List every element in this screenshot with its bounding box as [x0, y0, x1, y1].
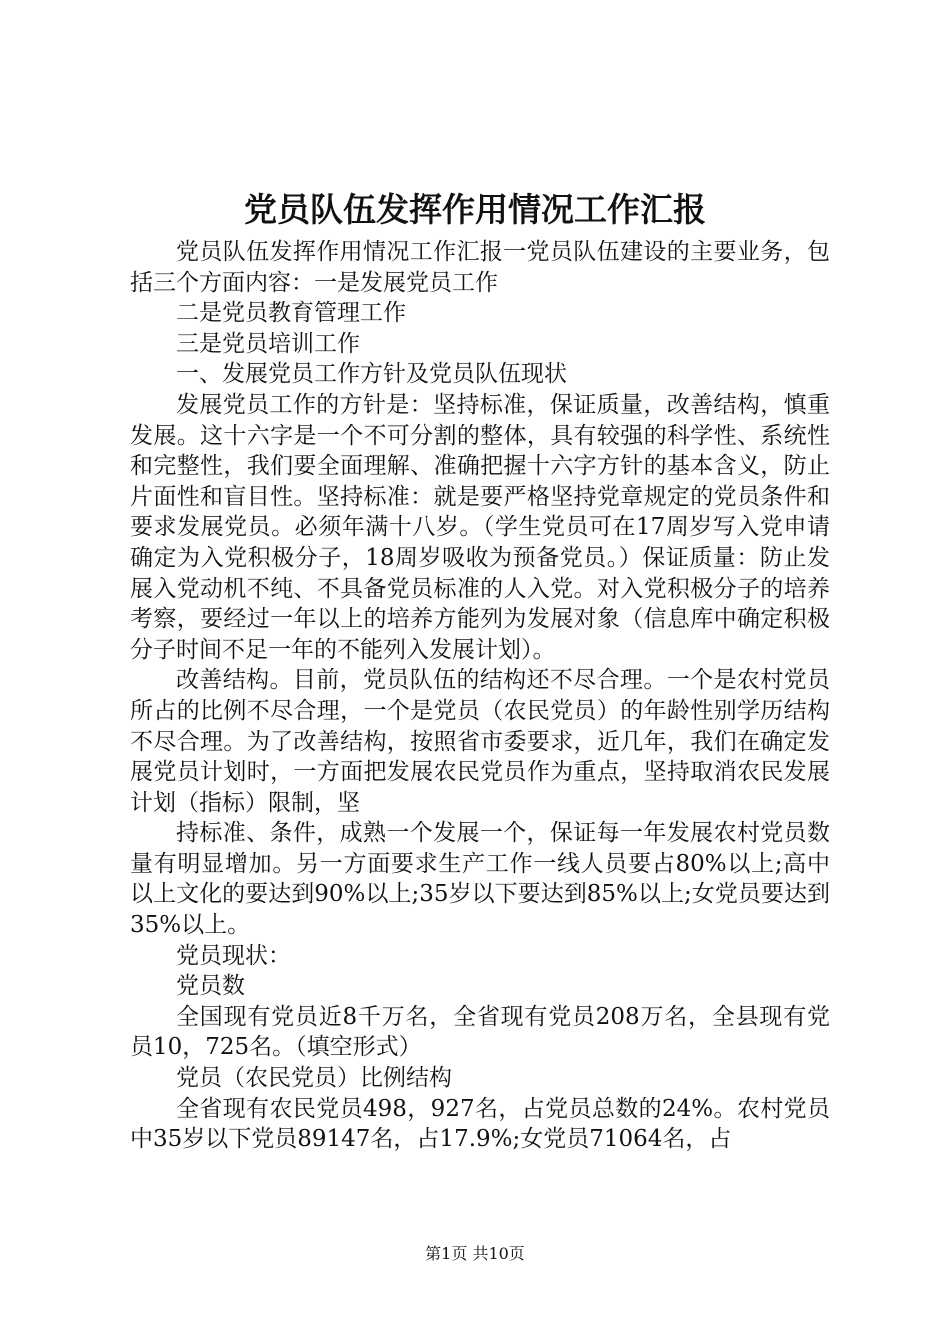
paragraph: 党员数 [176, 973, 245, 1000]
paragraph: 发展党员工作的方针是：坚持标准，保证质量，改善结构，慎重发展。这十六字是一个不可分割的整体，具有较强的科学性、系统性和完整性，我们要全面理解、准确把握十六字方针的基本含义，防止片面性和盲目性。坚持标准：就是要严格坚持党章规定的党员条件和要求发展党员。必须年满十八岁。（学生党员可在17周岁写入党申请确定为入党积极分子，18周岁吸收为预备党员。）保证质量：防止发展入党动机不纯、不具备党员标准的人入党。对入党积极分子的培养考察，要经过一年以上的培养方能列为发展对象（信息库中确定积极分子时间不足一年的不能列入发展计划）。 [130, 391, 830, 663]
paragraph: 党员队伍发挥作用情况工作汇报一党员队伍建设的主要业务，包括三个方面内容：一是发展党员工作 [130, 239, 830, 296]
document-body [130, 237, 830, 1155]
paragraph: 一、发展党员工作方针及党员队伍现状 [176, 361, 567, 388]
paragraph: 党员（农民党员）比例结构 [176, 1065, 452, 1092]
paragraph: 全国现有党员近8千万名，全省现有党员208万名，全县现有党员10，725名。（填空形式） [130, 1003, 830, 1061]
paragraph: 改善结构。目前，党员队伍的结构还不尽合理。一个是农村党员所占的比例不尽合理，一个是党员（农民党员）的年龄性别学历结构不尽合理。为了改善结构，按照省市委要求，近几年，我们在确定发展党员计划时，一方面把发展农民党员作为重点，坚持取消农民发展计划（指标）限制，坚 [130, 667, 830, 816]
paragraph: 全省现有农民党员498，927名，占党员总数的24%。农村党员中35岁以下党员89147名，占17.9%;女党员71064名，占 [130, 1095, 830, 1153]
page-footer: 第1页 共10页 [425, 1244, 525, 1263]
paragraph: 三是党员培训工作 [176, 330, 360, 357]
paragraph: 持标准、条件，成熟一个发展一个，保证每一年发展农村党员数量有明显增加。另一方面要求生产工作一线人员要占80%以上;高中以上文化的要达到90%以上;35岁以下要达到85%以上;女党员要达到35%以上。 [130, 820, 830, 939]
paragraph: 二是党员教育管理工作 [176, 300, 406, 327]
document-title: 党员队伍发挥作用情况工作汇报 [244, 190, 706, 229]
paragraph: 党员现状： [176, 942, 291, 969]
